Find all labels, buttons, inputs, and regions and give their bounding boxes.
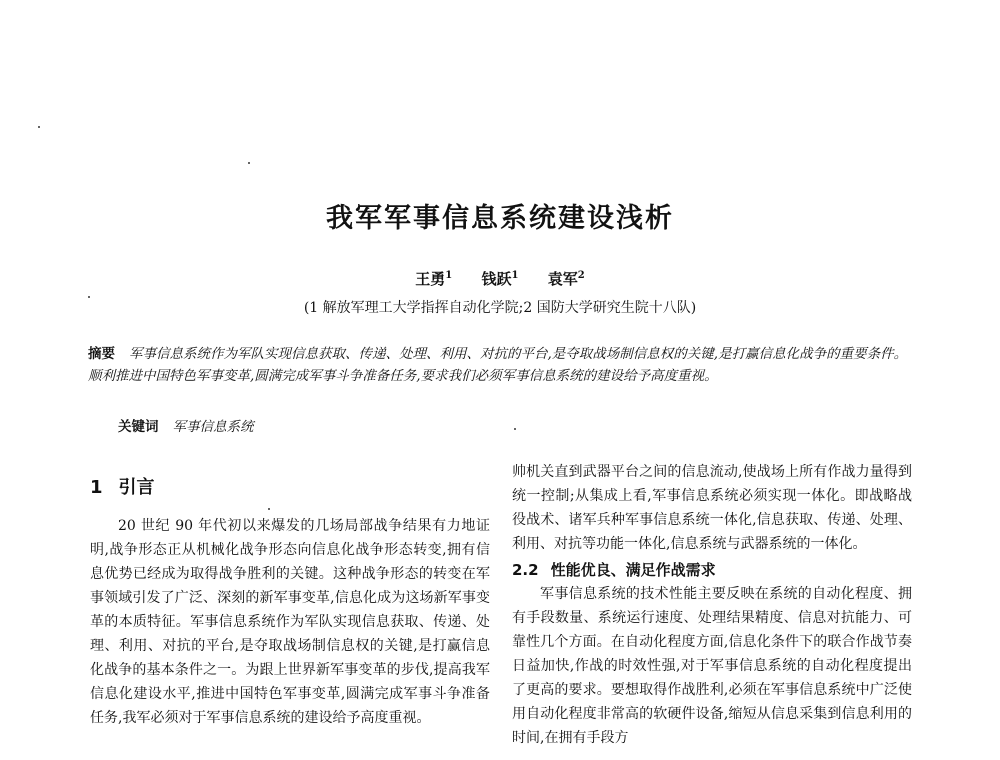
- author-list: [0, 268, 1000, 289]
- scan-speck: [88, 296, 90, 298]
- abstract-label: 摘要: [88, 346, 115, 362]
- scan-speck: [248, 162, 250, 164]
- keywords-text: 军事信息系统: [172, 419, 254, 435]
- subsection-heading: 2.2 性能优良、满足作战需求: [512, 561, 716, 579]
- author-3: 袁军$^2$: [547, 270, 585, 288]
- continued-paragraph: 帅机关直到武器平台之间的信息流动,使战场上所有作战力量得到统一控制;从集成上看,军事信息系统必须实现一体化。即战略战役战术、诸军兵种军事信息系统一体化,信息获取、传递、处理、利用、对抗等功能一体化,信息系统与武器系统的一体化。: [512, 464, 912, 552]
- left-column: [90, 474, 490, 730]
- section-heading-intro: 1 引言: [90, 477, 155, 498]
- paper-title: 我军军事信息系统建设浅析: [326, 203, 674, 234]
- abstract-text: 军事信息系统作为军队实现信息获取、传递、处理、利用、对抗的平台,是夺取战场制信息权的关键,是打赢信息化战争的重要条件。顺利推进中国特色军事变革,圆满完成军事斗争准备任务,要求我们必须军事信息系统的建设给予高度重视。: [88, 346, 908, 384]
- scan-speck: [514, 428, 516, 430]
- keywords: [118, 415, 254, 435]
- right-column: [512, 460, 912, 750]
- author-2: 钱跃$^1$: [481, 270, 519, 288]
- scan-speck: [268, 508, 270, 510]
- abstract: [88, 343, 914, 387]
- keywords-label: 关键词: [118, 419, 159, 435]
- intro-paragraph: 20 世纪 90 年代初以来爆发的几场局部战争结果有力地证明,战争形态正从机械化战争形态向信息化战争形态转变,拥有信息优势已经成为取得战争胜利的关键。这种战争形态的转变在军事领域引发了广泛、深刻的新军事变革,信息化成为这场新军事变革的本质特征。军事信息系统作为军队实现信息获取、传递、处理、利用、对抗的平台,是夺取战场制信息权的关键,是打赢信息化战争的基本条件之一。为跟上世界新军事变革的步伐,提高我军信息化建设水平,推进中国特色军事变革,圆满完成军事斗争准备任务,我军必须对于军事信息系统的建设给予高度重视。: [90, 518, 490, 726]
- performance-paragraph: 军事信息系统的技术性能主要反映在系统的自动化程度、拥有手段数量、系统运行速度、处理结果精度、信息对抗能力、可靠性几个方面。在自动化程度方面,信息化条件下的联合作战节奏日益加快,作战的时效性强,对于军事信息系统的自动化程度提出了更高的要求。要想取得作战胜利,必须在军事信息系统中广泛使用自动化程度非常高的软硬件设备,缩短从信息采集到信息利用的时间,在拥有手段方: [512, 586, 912, 746]
- author-1: 王勇$^1$: [415, 270, 453, 288]
- affiliation: (1 解放军理工大学指挥自动化学院;2 国防大学研究生院十八队): [303, 300, 697, 316]
- scan-speck: [38, 126, 40, 128]
